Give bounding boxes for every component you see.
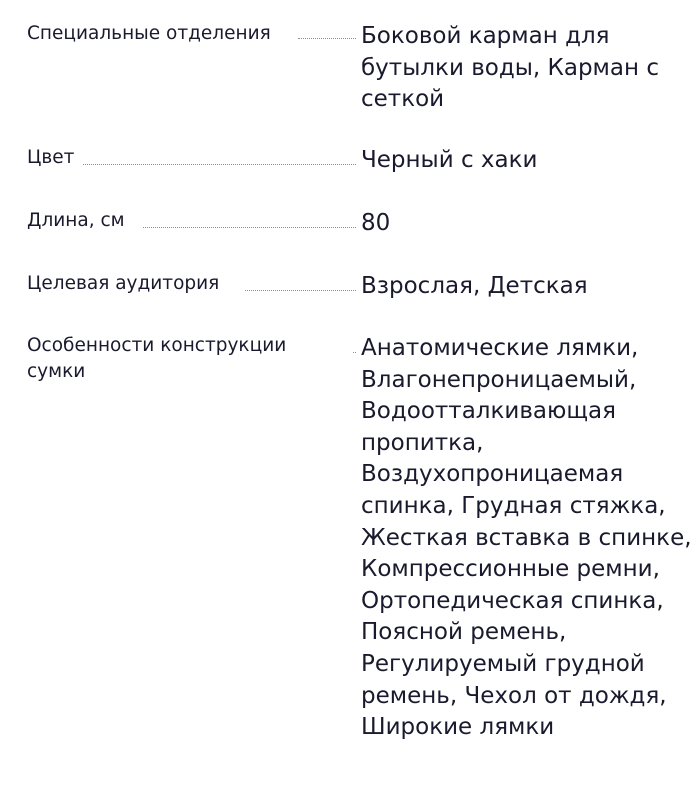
spec-value: 80 xyxy=(361,210,391,236)
spec-value: Черный с хаки xyxy=(361,147,538,173)
spec-label: Цвет xyxy=(27,147,75,168)
spec-label: Специальные отделения xyxy=(27,23,271,44)
dotted-leader xyxy=(353,352,356,353)
spec-value: Взрослая, Детская xyxy=(361,273,588,299)
dotted-leader xyxy=(143,227,356,228)
dotted-leader xyxy=(298,38,356,39)
spec-label: Длина, см xyxy=(27,210,125,231)
spec-value: Боковой карман для бутылки воды, Карман с сеткой xyxy=(361,23,659,113)
dotted-leader xyxy=(245,290,356,291)
spec-label: Целевая аудитория xyxy=(27,273,220,294)
spec-label: Особенности конструкции сумки xyxy=(27,335,287,382)
dotted-leader xyxy=(83,164,356,165)
spec-value: Анатомические лямки, Влагонепроницаемый, Водоотталкивающая пропитка, Воздухопроницаемая спинка, Грудная стяжка, Жесткая вставка в спинке, Компрессионные ремни, Ортопедическая спинка, Поясной ремень, Регулируемый грудной ремень, Чехол от дождя, Широкие лямки xyxy=(361,335,692,741)
